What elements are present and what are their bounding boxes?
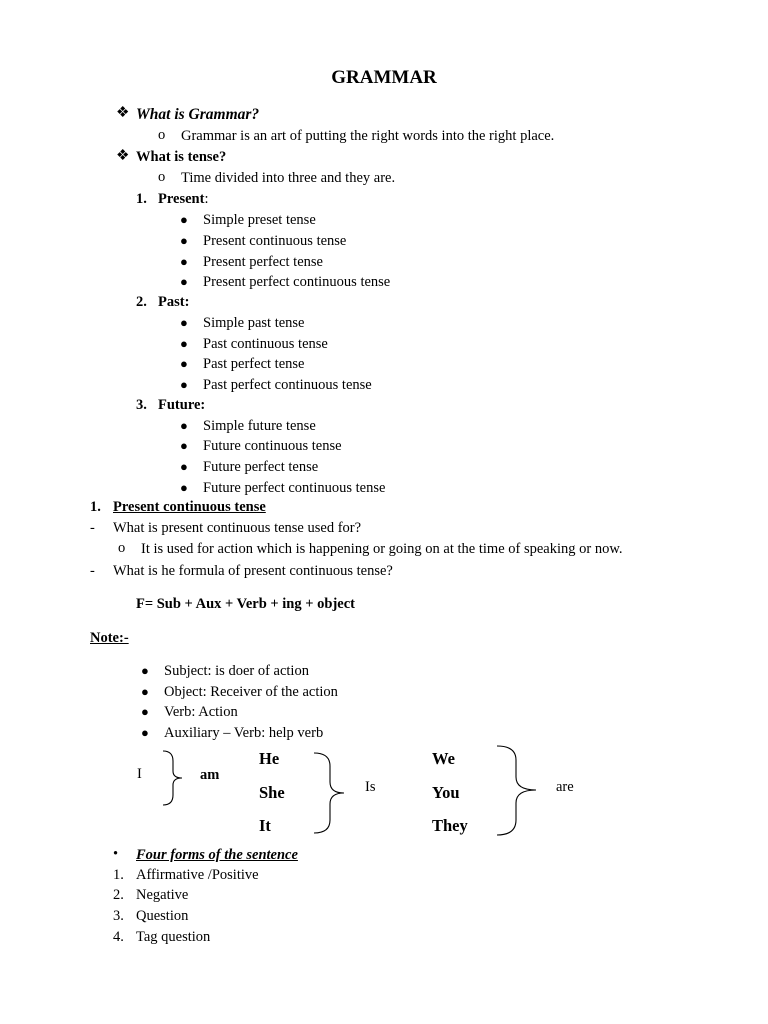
pronoun-we: We <box>432 749 455 768</box>
answer-usage: It is used for action which is happening or going on at the time of speaking or now. <box>141 541 623 557</box>
forms-heading: Four forms of the sentence <box>136 847 298 863</box>
bullet-icon: ● <box>180 377 188 392</box>
right-brace-icon <box>160 750 186 806</box>
form-number: 1. <box>113 867 124 883</box>
question-what-is-grammar: What is Grammar? <box>136 106 260 123</box>
bullet-icon: ● <box>180 233 188 248</box>
bullet-icon: ● <box>141 684 149 699</box>
pronoun-i: I <box>137 766 142 782</box>
tense-group-number: 1. <box>136 191 147 207</box>
note-item: Object: Receiver of the action <box>164 684 338 700</box>
tense-item: Past perfect continuous tense <box>203 377 372 393</box>
right-brace-icon <box>312 752 348 834</box>
tense-item: Future perfect tense <box>203 459 319 475</box>
bullet-icon: ● <box>180 274 188 289</box>
tense-item: Future continuous tense <box>203 438 342 454</box>
form-item: Tag question <box>136 929 211 945</box>
bullet-icon: ● <box>180 315 188 330</box>
pronoun-he: He <box>259 749 280 768</box>
form-number: 4. <box>113 929 124 945</box>
tense-item: Present continuous tense <box>203 233 347 249</box>
tense-group-label: Future: <box>158 397 206 413</box>
diamond-bullet-icon: ❖ <box>116 148 130 164</box>
bullet-icon: ● <box>141 725 149 740</box>
tense-item: Simple past tense <box>203 315 305 331</box>
tense-definition: Time divided into three and they are. <box>181 170 396 186</box>
tense-group-suffix: : <box>204 191 209 207</box>
bullet-icon: ● <box>180 254 188 269</box>
bullet-icon: ● <box>180 212 188 227</box>
form-item: Negative <box>136 887 189 903</box>
note-heading: Note:- <box>90 630 129 646</box>
tense-group-heading <box>158 192 208 207</box>
form-number: 3. <box>113 908 124 924</box>
pronoun-it: It <box>259 816 271 835</box>
form-number: 2. <box>113 887 124 903</box>
aux-are: are <box>556 779 574 795</box>
note-item: Auxiliary – Verb: help verb <box>164 725 324 741</box>
formula: F= Sub + Aux + Verb + ing + object <box>136 596 355 612</box>
form-item: Affirmative /Positive <box>136 867 259 883</box>
note-item: Verb: Action <box>164 704 238 720</box>
tense-item: Past perfect tense <box>203 356 305 372</box>
tense-item: Future perfect continuous tense <box>203 480 386 496</box>
question-usage: What is present continuous tense used for? <box>113 520 362 536</box>
tense-group-label: Past: <box>158 294 190 310</box>
right-brace-icon <box>495 745 541 837</box>
dash-marker: - <box>90 520 95 536</box>
grammar-definition: Grammar is an art of putting the right words into the right place. <box>181 128 555 144</box>
bullet-icon: ● <box>180 480 188 495</box>
dash-marker: - <box>90 563 95 579</box>
note-item: Subject: is doer of action <box>164 663 309 679</box>
circle-bullet-icon: o <box>158 127 166 143</box>
tense-item: Simple preset tense <box>203 212 316 228</box>
tense-group-number: 2. <box>136 294 147 310</box>
aux-is: Is <box>365 779 376 795</box>
bullet-icon: ● <box>180 336 188 351</box>
tense-item: Simple future tense <box>203 418 316 434</box>
tense-item: Present perfect tense <box>203 254 323 270</box>
pronoun-they: They <box>432 816 468 835</box>
bullet-icon: ● <box>180 418 188 433</box>
bullet-icon: ● <box>180 459 188 474</box>
tense-item: Past continuous tense <box>203 336 328 352</box>
aux-am: am <box>200 767 220 783</box>
bullet-icon: ● <box>180 356 188 371</box>
diamond-bullet-icon: ❖ <box>116 105 130 121</box>
tense-group-number: 3. <box>136 397 147 413</box>
section-number: 1. <box>90 499 101 515</box>
form-item: Question <box>136 908 189 924</box>
bullet-icon: ● <box>180 438 188 453</box>
circle-bullet-icon: o <box>118 540 126 556</box>
section-heading: Present continuous tense <box>113 499 266 515</box>
pronoun-she: She <box>259 783 285 802</box>
question-formula: What is he formula of present continuous tense? <box>113 563 393 579</box>
circle-bullet-icon: o <box>158 169 166 185</box>
tense-item: Present perfect continuous tense <box>203 274 391 290</box>
question-what-is-tense: What is tense? <box>136 149 227 165</box>
tense-group-label: Present <box>158 191 205 207</box>
bullet-icon: ● <box>141 704 149 719</box>
bullet-icon: • <box>113 846 119 862</box>
bullet-icon: ● <box>141 663 149 678</box>
pronoun-you: You <box>432 783 460 802</box>
page-title: GRAMMAR <box>331 67 437 88</box>
